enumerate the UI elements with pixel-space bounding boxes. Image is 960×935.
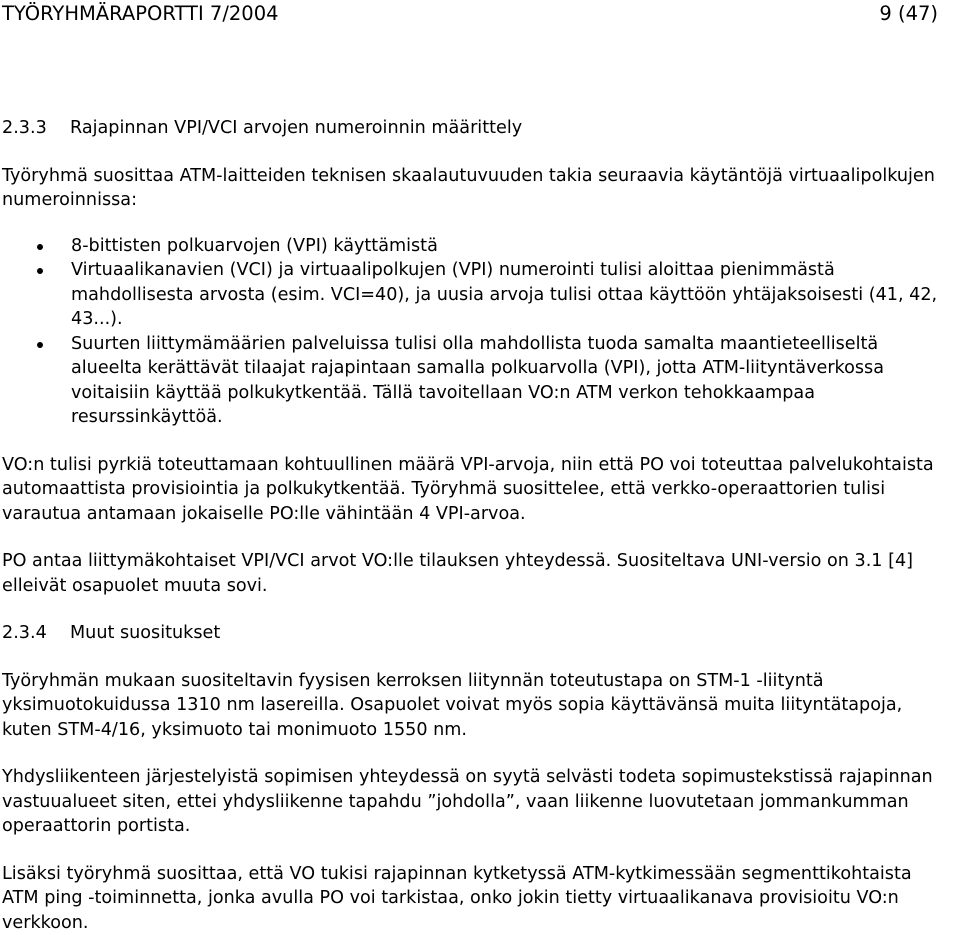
section-number: 2.3.4	[2, 621, 70, 646]
paragraph: Työryhmän mukaan suositeltavin fyysisen kerroksen liitynnän toteutustapa on STM-1 -liityntä yksimuotokuidussa 1310 nm lasereilla. Osapuolet voivat myös sopia käyttävänsä muita liityntätapoja, kuten STM-4/16, yksimuoto tai monimuoto 1550 nm.	[2, 669, 950, 743]
paragraph: Lisäksi työryhmä suosittaa, että VO tukisi rajapinnan kytketyssä ATM-kytkimessään segmenttikohtaista ATM ping -toiminnetta, jonka avulla PO voi tarkistaa, onko jokin tietty virtuaalikanava provisioitu VO:n verkkoon.	[2, 862, 950, 935]
paragraph: Yhdysliikenteen järjestelyistä sopimisen yhteydessä on syytä selvästi todeta sopimustekstissä rajapinnan vastuualueet siten, ettei yhdysliikenne tapahdu ”johdolla”, vaan liikenne luovutetaan jommankumman operaattorin portista.	[2, 765, 950, 839]
report-title: TYÖRYHMÄRAPORTTI 7/2004	[2, 2, 279, 26]
list-item-text: Suurten liittymämäärien palveluissa tulisi olla mahdollista tuoda samalta maantieteelliseltä alueelta kerättävät tilaajat rajapintaan samalla polkuarvolla (VPI), jotta ATM-liityntäverkossa voitaisiin käyttää polkukytkentää. Tällä tavoitellaan VO:n ATM verkon tehokkaampaa resurssinkäyttöä.	[71, 334, 884, 428]
list-item	[2, 258, 950, 332]
section-heading-2-3-4	[2, 621, 950, 646]
page-number: 9 (47)	[879, 2, 938, 26]
list-item-text: Virtuaalikanavien (VCI) ja virtuaalipolkujen (VPI) numerointi tulisi aloittaa pienimmästä mahdollisesta arvosta (esim. VCI=40), ja uusia arvoja tulisi ottaa käyttöön yhtäjaksoisesti (41, 42, 43...).	[71, 260, 937, 329]
list-item	[2, 234, 950, 259]
document-body	[2, 116, 950, 935]
recommendation-list	[2, 234, 950, 430]
list-item	[2, 332, 950, 430]
section-number: 2.3.3	[2, 116, 70, 141]
page-header	[2, 2, 938, 26]
section-title: Muut suositukset	[70, 621, 220, 646]
paragraph: VO:n tulisi pyrkiä toteuttamaan kohtuullinen määrä VPI-arvoja, niin että PO voi toteuttaa palvelukohtaista automaattista provisiointia ja polkukytkentää. Työryhmä suosittelee, että verkko-operaattorien tulisi varautua antamaan jokaiselle PO:lle vähintään 4 VPI-arvoa.	[2, 453, 950, 527]
section-heading-2-3-3	[2, 116, 950, 141]
bullet-icon	[37, 268, 43, 274]
bullet-icon	[37, 244, 43, 250]
intro-paragraph: Työryhmä suosittaa ATM-laitteiden teknisen skaalautuvuuden takia seuraavia käytäntöjä virtuaalipolkujen numeroinnissa:	[2, 164, 950, 213]
bullet-icon	[37, 342, 43, 348]
section-title: Rajapinnan VPI/VCI arvojen numeroinnin määrittely	[70, 116, 522, 141]
paragraph: PO antaa liittymäkohtaiset VPI/VCI arvot VO:lle tilauksen yhteydessä. Suositeltava UNI-versio on 3.1 [4] elleivät osapuolet muuta sovi.	[2, 549, 950, 598]
list-item-text: 8-bittisten polkuarvojen (VPI) käyttämistä	[71, 236, 438, 256]
